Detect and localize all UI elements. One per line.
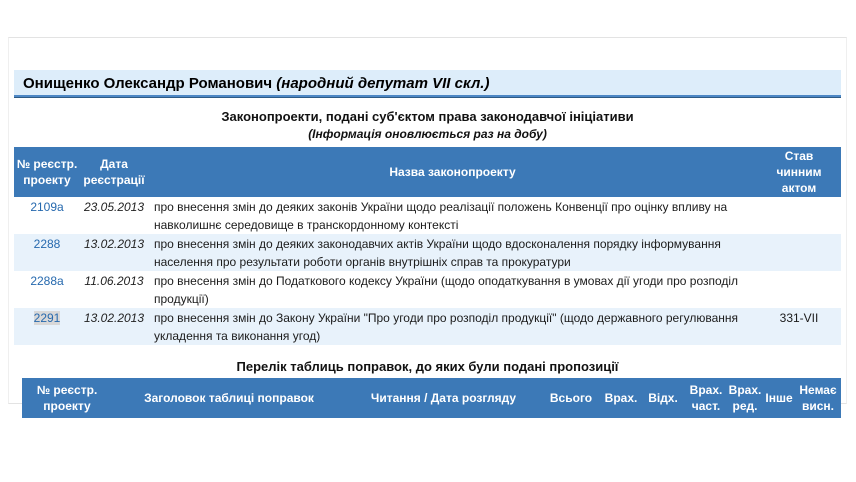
bill-number-link[interactable]: 2288 bbox=[33, 237, 61, 251]
deputy-header bbox=[14, 70, 841, 97]
column-header-amend-number: № реєстр. проекту bbox=[36, 383, 98, 413]
bill-name: про внесення змін до деяких законів України щодо реалізації положень Конвенції про оцінку впливу на навколишнє середовище в транскордонному контексті bbox=[154, 200, 728, 232]
bill-number-cell bbox=[14, 198, 80, 216]
bill-name: про внесення змін до Податкового кодексу України (щодо оподаткування в умовах дії угоди про розподіл продукції) bbox=[154, 274, 739, 306]
deputy-role: (народний депутат VII скл.) bbox=[276, 75, 490, 92]
bill-date: 11.06.2013 bbox=[84, 274, 144, 288]
bill-number-cell bbox=[14, 309, 80, 327]
bill-number-cell bbox=[14, 272, 80, 290]
bill-number-link[interactable]: 2288а bbox=[30, 274, 64, 288]
bill-date: 13.02.2013 bbox=[83, 311, 145, 325]
column-header-amend-title: Заголовок таблиці поправок bbox=[144, 391, 314, 405]
amendments-table-header bbox=[22, 378, 841, 418]
bill-date: 13.02.2013 bbox=[83, 237, 145, 251]
bill-number-cell bbox=[14, 235, 80, 253]
table-row bbox=[14, 197, 841, 234]
amendments-section-title: Перелік таблиць поправок, до яких були подані пропозиції bbox=[236, 359, 619, 374]
column-header-partly-accepted: Врах. част. bbox=[689, 383, 723, 413]
column-header-date: Дата реєстрації bbox=[83, 157, 145, 187]
column-header-reading-date: Читання / Дата розгляду bbox=[370, 391, 517, 405]
deputy-panel bbox=[8, 37, 847, 413]
bills-section-title: Законопроекти, подані суб'єктом права законодавчої ініціативи bbox=[221, 109, 634, 124]
column-header-other: Інше bbox=[765, 391, 793, 405]
deputy-name: Онищенко Олександр Романович bbox=[23, 75, 273, 92]
table-row bbox=[14, 308, 841, 345]
column-header-accepted: Врах. bbox=[604, 391, 638, 405]
header-divider bbox=[14, 97, 841, 98]
column-header-name: Назва законопроекту bbox=[389, 165, 516, 179]
table-row bbox=[14, 234, 841, 271]
column-header-rejected: Відх. bbox=[648, 391, 678, 405]
bill-date: 23.05.2013 bbox=[83, 200, 145, 214]
bill-name: про внесення змін до деяких законодавчих актів України щодо вдосконалення порядку інформування населення про результати роботи органів внутрішніх справ та прокуратури bbox=[154, 237, 721, 269]
column-header-number: № реєстр. проекту bbox=[16, 157, 78, 187]
bill-name: про внесення змін до Закону України "Про угоди про розподіл продукції" (щодо державного регулювання укладення та виконання угод) bbox=[154, 311, 738, 343]
bill-number-link[interactable]: 2109а bbox=[30, 200, 64, 214]
column-header-total: Всього bbox=[549, 391, 593, 405]
amendments-table bbox=[22, 378, 841, 418]
column-header-act: Став чинним актом bbox=[776, 149, 822, 195]
bills-table-header bbox=[14, 147, 841, 197]
bill-act: 331-VII bbox=[779, 311, 819, 325]
bills-table-body bbox=[14, 197, 841, 345]
bill-number-link[interactable]: 2291 bbox=[33, 311, 61, 325]
bills-table bbox=[14, 147, 841, 345]
bills-section-subtitle: (Інформація оновлюється раз на добу) bbox=[308, 127, 547, 141]
column-header-no-conclusion: Немає висн. bbox=[799, 383, 837, 413]
table-row bbox=[14, 271, 841, 308]
column-header-edited-accepted: Врах. ред. bbox=[728, 383, 762, 413]
